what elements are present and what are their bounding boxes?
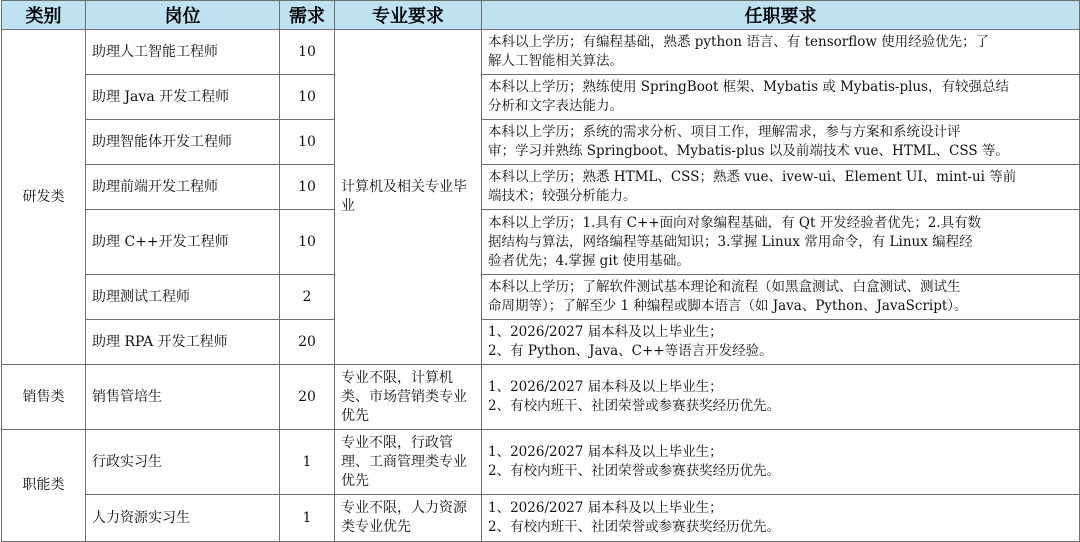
position-cell: 人力资源实习生 — [86, 495, 280, 542]
job-requirements-table — [1, 0, 1080, 542]
requirements-line: 据结构与算法，网络编程等基础知识；3.掌握 Linux 常用命令，有 Linux 编程经 — [488, 233, 973, 250]
requirements-line: 审；学习并熟练 Springboot、Mybatis-plus 以及前端技术 vue、HTML、CSS 等。 — [488, 143, 1009, 159]
table-row — [2, 165, 1080, 210]
table-row — [2, 75, 1080, 120]
requirements-line: 2、有校内班干、社团荣誉或参赛获奖经历优先。 — [488, 519, 781, 535]
requirements-cell — [482, 165, 1080, 210]
requirements-line: 2、有校内班干、社团荣誉或参赛获奖经历优先。 — [488, 398, 781, 414]
position-cell: 助理 RPA 开发工程师 — [86, 320, 280, 365]
requirements-cell — [482, 430, 1080, 495]
major-admin: 专业不限，行政管理、工商管理类专业优先 — [335, 430, 482, 495]
requirements-line: 本科以上学历；熟悉 HTML、CSS；熟悉 vue、ivew-ui、Element UI、mint-ui 等前 — [488, 169, 1017, 185]
requirements-line: 端技术；较强分析能力。 — [488, 188, 637, 204]
table-row — [2, 210, 1080, 275]
table-row — [2, 430, 1080, 495]
requirements-line: 本科以上学历；有编程基础，熟悉 python 语言、有 tensorflow 使用经验优先；了 — [488, 34, 990, 50]
requirements-line: 本科以上学历；熟练使用 SpringBoot 框架、Mybatis 或 Mybatis-plus，有较强总结 — [488, 79, 1010, 95]
header-row — [2, 1, 1080, 30]
table-row — [2, 320, 1080, 365]
major-sales: 专业不限，计算机类、市场营销类专业优先 — [335, 365, 482, 430]
demand-cell: 2 — [280, 275, 335, 320]
category-admin: 职能类 — [2, 430, 86, 542]
major-hr: 专业不限，人力资源类专业优先 — [335, 495, 482, 542]
header-requirements: 任职要求 — [482, 1, 1080, 30]
category-sales: 销售类 — [2, 365, 86, 430]
requirements-line: 1、2026/2027 届本科及以上毕业生； — [488, 379, 723, 395]
table-row — [2, 495, 1080, 542]
header-position: 岗位 — [86, 1, 280, 30]
header-demand: 需求 — [280, 1, 335, 30]
position-cell: 助理 C++开发工程师 — [86, 210, 280, 275]
demand-cell: 10 — [280, 30, 335, 75]
demand-cell: 10 — [280, 165, 335, 210]
requirements-cell — [482, 320, 1080, 365]
position-cell: 助理 Java 开发工程师 — [86, 75, 280, 120]
demand-cell: 20 — [280, 320, 335, 365]
requirements-line: 本科以上学历；1.具有 C++面向对象编程基础，有 Qt 开发经验者优先；2.具有数 — [488, 214, 982, 231]
requirements-line: 1、2026/2027 届本科及以上毕业生； — [488, 500, 723, 516]
category-rnd: 研发类 — [2, 30, 86, 365]
requirements-cell — [482, 30, 1080, 75]
requirements-line: 本科以上学历；系统的需求分析、项目工作，理解需求，参与方案和系统设计评 — [488, 124, 961, 140]
table-row — [2, 365, 1080, 430]
requirements-line: 命周期等）；了解至少 1 种编程或脚本语言（如 Java、Python、JavaScript）。 — [488, 298, 968, 314]
position-cell: 销售管培生 — [86, 365, 280, 430]
requirements-cell — [482, 495, 1080, 542]
requirements-line: 1、2026/2027 届本科及以上毕业生； — [488, 444, 723, 460]
table-row — [2, 30, 1080, 75]
demand-cell: 1 — [280, 495, 335, 542]
requirements-line: 解人工智能相关算法。 — [488, 53, 623, 69]
requirements-cell — [482, 75, 1080, 120]
demand-cell: 10 — [280, 120, 335, 165]
requirements-line: 2、有 Python、Java、C++等语言开发经验。 — [488, 343, 773, 359]
position-cell: 助理测试工程师 — [86, 275, 280, 320]
position-cell: 助理前端开发工程师 — [86, 165, 280, 210]
requirements-line: 本科以上学历；了解软件测试基本理论和流程（如黑盒测试、白盒测试、测试生 — [488, 279, 961, 295]
position-cell: 助理人工智能工程师 — [86, 30, 280, 75]
requirements-cell — [482, 120, 1080, 165]
requirements-line: 2、有校内班干、社团荣誉或参赛获奖经历优先。 — [488, 463, 781, 479]
position-cell: 行政实习生 — [86, 430, 280, 495]
header-major: 专业要求 — [335, 1, 482, 30]
requirements-line: 验者优先；4.掌握 git 使用基础。 — [488, 252, 690, 269]
demand-cell: 10 — [280, 210, 335, 275]
requirements-cell — [482, 365, 1080, 430]
requirements-line: 1、2026/2027 届本科及以上毕业生； — [488, 324, 723, 340]
table-row — [2, 275, 1080, 320]
requirements-cell — [482, 275, 1080, 320]
demand-cell: 20 — [280, 365, 335, 430]
position-cell: 助理智能体开发工程师 — [86, 120, 280, 165]
requirements-cell — [482, 210, 1080, 275]
table-row — [2, 120, 1080, 165]
demand-cell: 1 — [280, 430, 335, 495]
header-category: 类别 — [2, 1, 86, 30]
demand-cell: 10 — [280, 75, 335, 120]
major-rnd: 计算机及相关专业毕业 — [335, 30, 482, 365]
requirements-line: 分析和文字表达能力。 — [488, 98, 623, 114]
